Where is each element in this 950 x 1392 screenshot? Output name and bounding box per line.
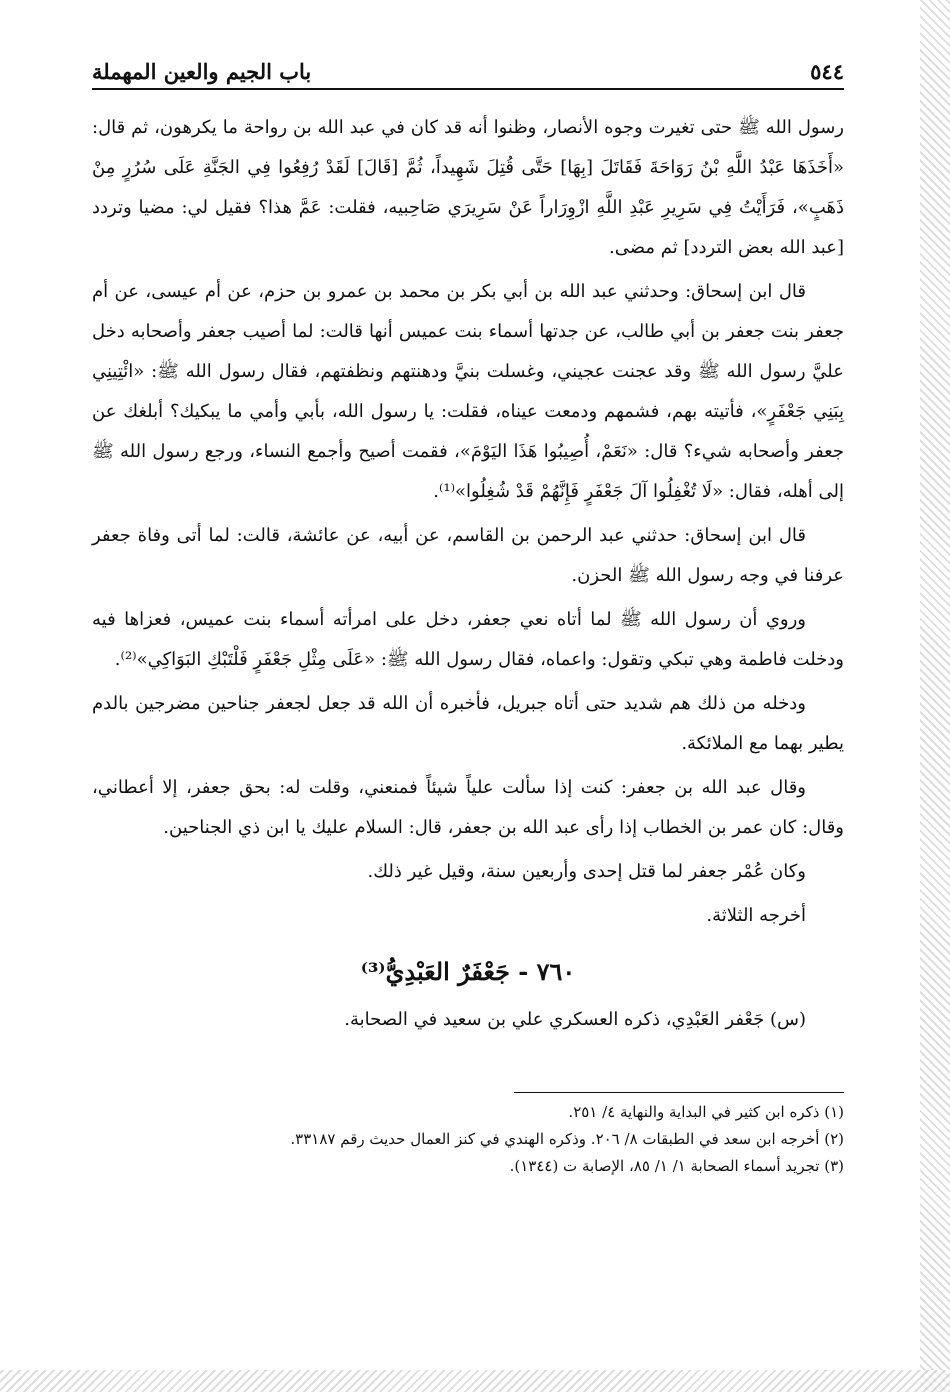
page-number: ٥٤٤: [810, 59, 844, 84]
footnote-3: (٣) تجريد أسماء الصحابة ١/ ١/ ٨٥، الإصابة ت (١٣٤٤).: [509, 1157, 844, 1175]
header-rule: [92, 88, 844, 90]
scan-edge-bottom: [0, 1370, 950, 1392]
paragraph-7: وكان عُمْر جعفر لما قتل إحدى وأربعين سنة، وقيل غير ذلك.: [367, 861, 806, 882]
entry-text: (س) جَعْفر العَبْدِي، ذكره العسكري علي بن سعيد في الصحابة.: [344, 1009, 806, 1030]
paragraph-8: أخرجه الثلاثة.: [706, 905, 806, 926]
footnote-2: (٢) أخرجه ابن سعد في الطبقات ٨/ ٢٠٦. وذكره الهندي في كنز العمال حديث رقم ٣٣١٨٧.: [290, 1130, 844, 1148]
scan-edge-right: [920, 0, 950, 1392]
paragraph-2: قال ابن إسحاق: وحدثني عبد الله بن أبي بكر بن محمد بن عمرو بن حزم، عن أم عيسى، عن أم جعفر بنت جعفر بن أبي طالب، عن جدتها أسماء بنت عميس أنها قالت: لما أصيب جعفر وأصحابه دخل عليَّ رسول الله ﷺ وقد عجنت عجيني، وغسلت بنيَّ ودهنتهم ونظفتهم، فقال رسول الله ﷺ: «ائْتِينِي بِبَنِي جَعْفَرٍ»، فأتيته بهم، فشمهم ودمعت عيناه، فقلت: يا رسول الله، بأبي وأمي ما يبكيك؟ أبلغك عن جعفر وأصحابه شيء؟ قال: «نَعَمْ، أُصِيبُوا هَذَا اليَوْمَ»، فقمت أصيح وأجمع النساء، ورجع رسول الله ﷺ إلى أهله، فقال: «لَا تُغْفِلُوا آلَ جَعْفَرٍ فَإِنَّهُمْ قَدْ شُغِلُوا»⁽¹⁾.: [92, 281, 844, 502]
paragraph-3: قال ابن إسحاق: حدثني عبد الرحمن بن القاسم، عن أبيه، عن عائشة، قالت: لما أتى وفاة جعفر عرفنا في وجه رسول الله ﷺ الحزن.: [92, 525, 844, 586]
chapter-title: باب الجيم والعين المهملة: [92, 59, 312, 84]
paragraph-6: وقال عبد الله بن جعفر: كنت إذا سألت علياً شيئاً فمنعني، وقلت له: بحق جعفر، إلا أعطاني، وقال: كان عمر بن الخطاب إذا رأى عبد الله بن جعفر، قال: السلام عليك يا ابن ذي الجناحين.: [92, 777, 844, 838]
footnote-1: (١) ذكره ابن كثير في البداية والنهاية ٤/ ٢٥١.: [568, 1103, 844, 1121]
page-body: [92, 108, 844, 1040]
paragraph-1: رسول الله ﷺ حتى تغيرت وجوه الأنصار، وظنوا أنه قد كان في عبد الله بن رواحة ما يكرهون، ثم قال: «أَخَذَهَا عَبْدُ اللَّهِ بْنُ رَوَاحَةَ فَقَاتَلَ [بِهَا] حَتَّى قُتِلَ شَهِيداً، ثُمَّ [قَالَ] لَقَدْ رُفِعُوا فِي الجَنَّةِ عَلَى سُرُرٍ مِنْ ذَهَبٍ»، فَرَأَيْتُ فِي سَرِيرِ عَبْدِ اللَّهِ ازْوِرَاراً عَنْ سَرِيرَي صَاحِبيه، فقلت: عَمَّ هذا؟ فقيل لي: مضيا وتردد [عبد الله بعض التردد] ثم مضى.: [92, 117, 844, 258]
book-page: [92, 50, 844, 1180]
footnotes: [92, 1099, 844, 1180]
paragraph-4: وروي أن رسول الله ﷺ لما أتاه نعي جعفر، دخل على امرأته أسماء بنت عميس، فعزاها فيه ودخلت فاطمة وهي تبكي وتقول: واعماه، فقال رسول الله ﷺ: «عَلَى مِثْلِ جَعْفَرٍ فَلْتَبْكِ البَوَاكِي»⁽²⁾.: [92, 609, 844, 670]
paragraph-5: ودخله من ذلك هم شديد حتى أتاه جبريل، فأخبره أن الله قد جعل لجعفر جناحين مضرجين بالدم يطير بهما مع الملائكة.: [92, 693, 844, 754]
running-head: [92, 50, 844, 84]
footnote-rule: [514, 1092, 844, 1093]
entry-heading: ٧٦٠ - جَعْفَرٌ العَبْدِيُّ⁽³⁾: [360, 957, 576, 986]
